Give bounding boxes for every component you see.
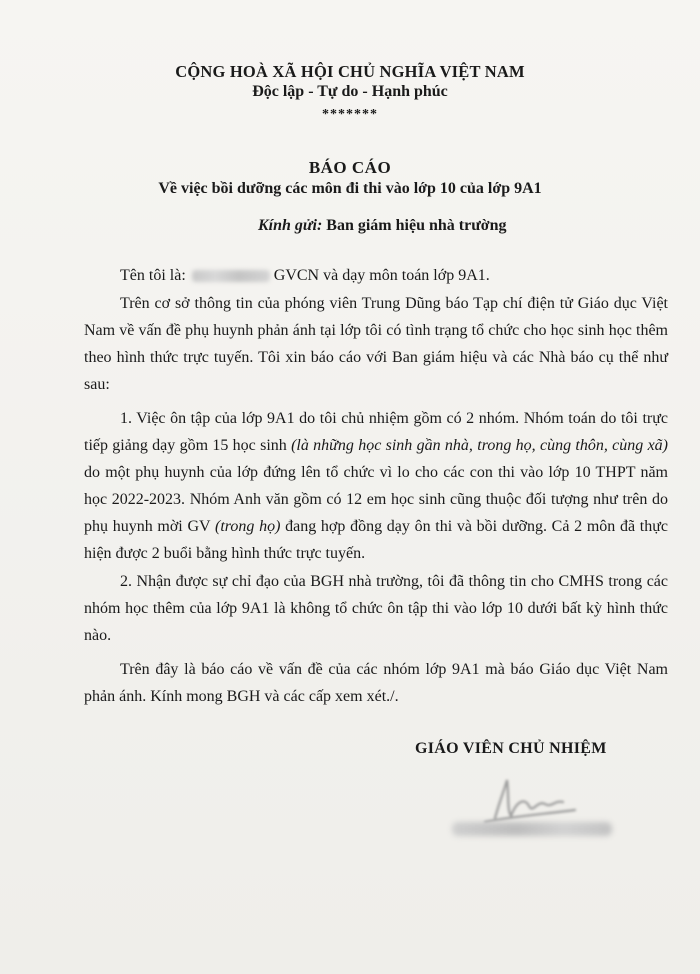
report-body (84, 262, 668, 711)
item-two-paragraph: 2. Nhận được sự chỉ đạo của BGH nhà trường, tôi đã thông tin cho CMHS trong các nhóm học thêm của lớp 9A1 là không tổ chức ôn tập thi vào lớp 10 dưới bất kỳ hình thức nào. (84, 573, 668, 644)
item-one-text-c: do một phụ huynh của lớp đứng lên tổ chức vì lo cho các con thi vào lớp 10 THPT năm học 2022-2023. Nhóm Anh văn gồm có 12 em học sinh cũng thuộc đối tượng như trên do phụ huynh mời GV (84, 464, 668, 535)
item-one-text-b: (là những học sinh gần nhà, trong họ, cùng thôn, cùng xã) (291, 437, 668, 454)
separator-stars: ******* (322, 107, 378, 122)
recipient-label: Kính gửi: (258, 217, 323, 234)
context-paragraph: Trên cơ sở thông tin của phóng viên Trung Dũng báo Tạp chí điện tử Giáo dục Việt Nam về vấn đề phụ huynh phản ánh tại lớp tôi có tình trạng tổ chức cho học sinh học thêm theo hình thức trực tuyến. Tôi xin báo cáo với Ban giám hiệu và các Nhà báo cụ thể như sau: (84, 295, 668, 393)
intro-suffix: GVCN và dạy môn toán lớp 9A1. (273, 267, 490, 284)
signer-role: GIÁO VIÊN CHỦ NHIỆM (415, 740, 607, 757)
document-subtitle: Về việc bồi dưỡng các môn đi thi vào lớp 10 của lớp 9A1 (158, 180, 542, 197)
closing-paragraph: Trên đây là báo cáo về vấn đề của các nhóm lớp 9A1 mà báo Giáo dục Việt Nam phản ánh. Kính mong BGH và các cấp xem xét./. (84, 661, 668, 705)
intro-paragraph (84, 262, 668, 289)
document-title: BÁO CÁO (308, 158, 392, 177)
recipient-line (258, 217, 507, 235)
item-one-text-e: đang hợp đồng dạy ôn thi và bồi dưỡng. Cả 2 môn đã thực hiện được 2 buổi bằng hình thức trực tuyến. (84, 518, 669, 562)
item-one-paragraph (84, 405, 668, 567)
document-title-block (0, 158, 700, 198)
national-motto: Độc lập - Tự do - Hạnh phúc (252, 83, 448, 100)
recipient-value: Ban giám hiệu nhà trường (326, 217, 507, 234)
redacted-name (192, 270, 270, 282)
item-one-text-d: (trong họ) (214, 518, 281, 535)
nation-title: CỘNG HOÀ XÃ HỘI CHỦ NGHĨA VIỆT NAM (175, 62, 525, 81)
item-one-text-a: 1. Việc ôn tập của lớp 9A1 do tôi chủ nhiệm gồm có 2 nhóm. Nhóm toán do tôi trực tiếp giảng dạy gồm 15 học sinh (84, 410, 668, 454)
intro-prefix: Tên tôi là: (120, 267, 186, 284)
redacted-signer-name (452, 822, 612, 836)
national-header (0, 62, 700, 123)
